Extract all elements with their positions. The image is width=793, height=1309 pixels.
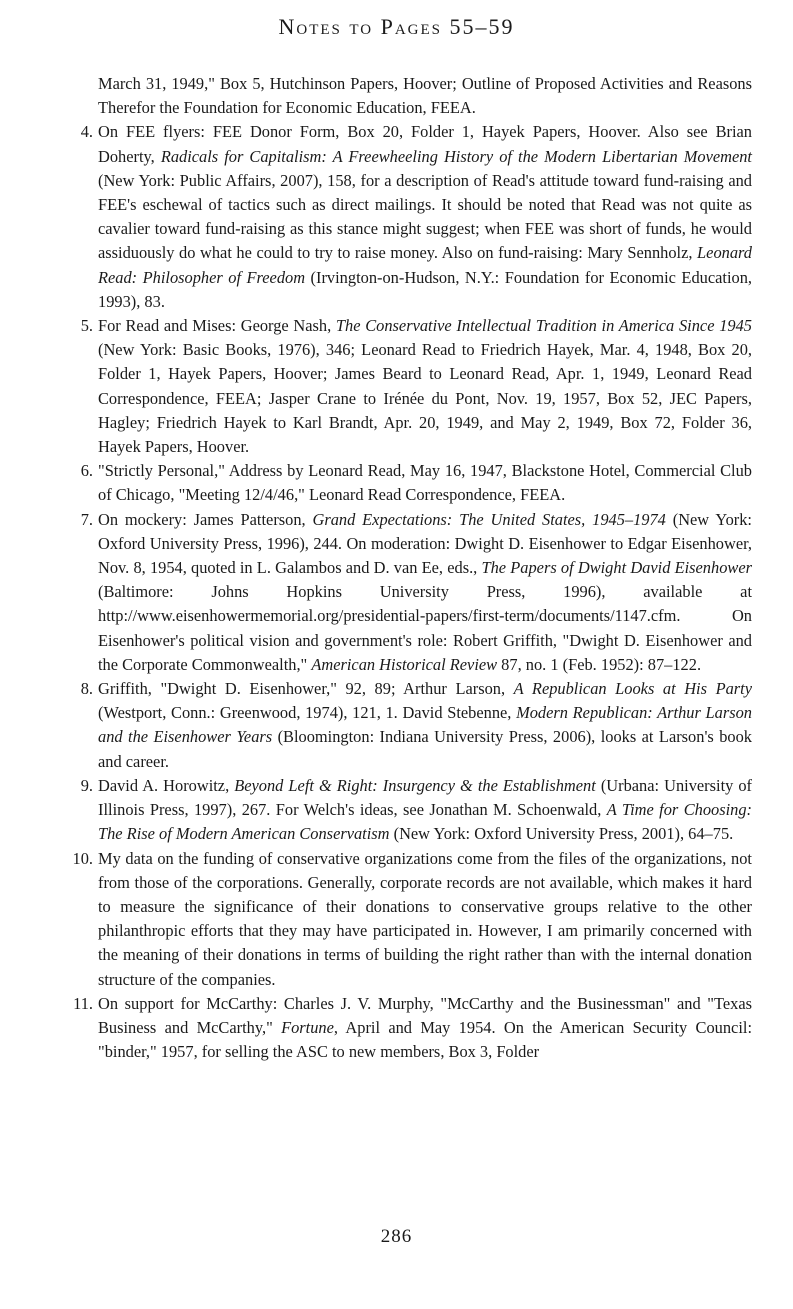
note-text: (Bloomington: Indiana University Press, 2006), looks at Larson's book and career. bbox=[98, 727, 752, 771]
endnote bbox=[67, 314, 752, 459]
work-title: American Historical Review bbox=[311, 654, 498, 674]
work-title: Modern Republican: Arthur Larson and the Eisenhower Years bbox=[98, 703, 753, 747]
work-title: Beyond Left & Right: Insurgency & the Establishment bbox=[234, 775, 596, 795]
continued-note bbox=[67, 72, 752, 120]
endnote bbox=[67, 459, 752, 507]
work-title: The Papers of Dwight David Eisenhower bbox=[481, 558, 752, 578]
note-text: Griffith, "Dwight D. Eisenhower," 92, 89; Arthur Larson, bbox=[98, 679, 514, 699]
note-text: On FEE flyers: FEE Donor Form, Box 20, Folder 1, Hayek Papers, Hoover. Also see Brian Doherty, bbox=[98, 122, 752, 166]
note-text: David A. Horowitz, bbox=[98, 775, 235, 795]
work-title: Radicals for Capitalism: A Freewheeling History of the Modern Libertarian Movement bbox=[160, 146, 752, 166]
note-number: 10. bbox=[72, 848, 93, 868]
note-number: 8. bbox=[80, 679, 93, 699]
endnote bbox=[67, 508, 752, 677]
work-title: Fortune bbox=[281, 1017, 334, 1037]
note-text: (New York: Oxford University Press, 1996), 244. On moderation: Dwight D. Eisenhower to Edgar Eisenhower, Nov. 8, 1954, quoted in L. Galambos and D. van Ee, eds., bbox=[98, 509, 752, 578]
work-title: A Republican Looks at His Party bbox=[513, 679, 752, 699]
notes-body bbox=[67, 120, 752, 1064]
note-text: , April and May 1954. On the American Security Council: "binder," 1957, for selling the ASC to new members, Box 3, Folder bbox=[98, 1017, 752, 1062]
page-number: 286 bbox=[380, 1226, 413, 1247]
note-text: March 31, 1949," Box 5, Hutchinson Papers, Hoover; Outline of Proposed Activities and Reasons Therefor the Foundation for Economic Education, FEEA. bbox=[98, 74, 752, 118]
endnote bbox=[67, 120, 752, 314]
endnote bbox=[67, 992, 752, 1065]
work-title: Grand Expectations: The United States, 1945–1974 bbox=[312, 509, 666, 529]
endnote bbox=[67, 774, 752, 847]
running-head: Notes to Pages 55–59 bbox=[278, 14, 515, 39]
note-text: (Urbana: University of Illinois Press, 1997), 267. For Welch's ideas, see Jonathan M. Schoenwald, bbox=[98, 775, 753, 820]
note-text: 87, no. 1 (Feb. 1952): 87–122. bbox=[497, 654, 702, 674]
note-text: (Irvington-on-Hudson, N.Y.: Foundation for Economic Education, 1993), 83. bbox=[98, 267, 752, 311]
note-text: "Strictly Personal," Address by Leonard Read, May 16, 1947, Blackstone Hotel, Commercial Club of Chicago, "Meeting 12/4/46," Leonard Read Correspondence, FEEA. bbox=[98, 461, 752, 505]
note-text: On mockery: James Patterson, bbox=[98, 509, 313, 529]
note-number: 11. bbox=[73, 993, 93, 1013]
note-text: My data on the funding of conservative organizations come from the files of the organizations, not from those of the corporations. Generally, corporate records are not available, which makes it hard to measure the significance of their donations to conservative groups relative to the other philanthropic efforts that they may have participated in. However, I am primarily concerned with the meaning of their donations in terms of building the right rather than with the internal donation structure of the companies. bbox=[98, 848, 752, 989]
note-text: (New York: Public Affairs, 2007), 158, for a description of Read's attitude toward fund-raising and FEE's eschewal of tactics such as direct mailings. It should be noted that Read was not quite as cavalier toward fund-raising as this stance might suggest; when FEE was short of funds, he would assiduously do what he could to try to raise money. Also on fund-raising: Mary Sennholz, bbox=[98, 170, 752, 263]
notes-list bbox=[67, 72, 752, 1064]
note-text: (New York: Oxford University Press, 2001), 64–75. bbox=[389, 824, 734, 844]
note-number: 9. bbox=[80, 775, 93, 795]
work-title: A Time for Choosing: The Rise of Modern American Conservatism bbox=[98, 800, 753, 844]
note-number: 7. bbox=[80, 509, 93, 529]
note-text: (New York: Basic Books, 1976), 346; Leonard Read to Friedrich Hayek, Mar. 4, 1948, Box 20, Folder 1, Hayek Papers, Hoover; James Beard to Leonard Read, Apr. 1, 1949, Leonard Read Correspondence, FEEA; Jasper Crane to Irénée du Pont, Nov. 19, 1957, Box 52, JEC Papers, Hagley; Friedrich Hayek to Karl Brandt, Apr. 20, 1949, and May 2, 1949, Box 72, Folder 36, Hayek Papers, Hoover. bbox=[98, 340, 752, 457]
note-number: 6. bbox=[80, 461, 93, 481]
note-text: (Baltimore: Johns Hopkins University Press, 1996), available at http://www.eisenhowermemorial.org/presidential-papers/first-term/documents/1147.cfm. On Eisenhower's political vision and government's role: Robert Griffith, "Dwight D. Eisenhower and the Corporate Commonwealth," bbox=[98, 582, 752, 674]
work-title: Leonard Read: Philosopher of Freedom bbox=[98, 243, 752, 287]
note-text: For Read and Mises: George Nash, bbox=[98, 316, 336, 336]
work-title: The Conservative Intellectual Tradition in America Since 1945 bbox=[335, 316, 752, 336]
endnote bbox=[67, 847, 752, 992]
note-number: 4. bbox=[80, 122, 93, 142]
endnote bbox=[67, 677, 752, 774]
note-text: (Westport, Conn.: Greenwood, 1974), 121, 1. David Stebenne, bbox=[98, 703, 517, 723]
note-text: On support for McCarthy: Charles J. V. Murphy, "McCarthy and the Businessman" and "Texas Business and McCarthy," bbox=[98, 993, 752, 1037]
note-number: 5. bbox=[80, 316, 93, 336]
